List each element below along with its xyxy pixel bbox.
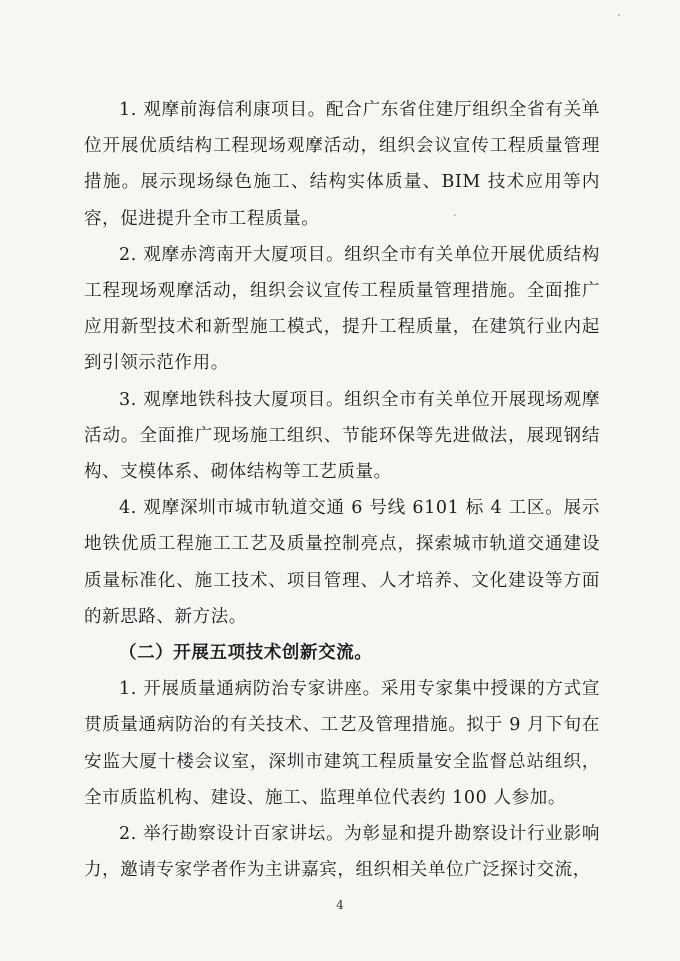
paragraph-item-3: 3. 观摩地铁科技大厦项目。组织全市有关单位开展现场观摩活动。全面推广现场施工组织、节能环保等先进做法，展现钢结构、支模体系、砌体结构等工艺质量。 bbox=[84, 389, 600, 483]
section-heading: （二）开展五项技术创新交流。 bbox=[119, 643, 373, 664]
document-body bbox=[84, 92, 600, 888]
paragraph-item-1: 1. 观摩前海信利康项目。配合广东省住建厅组织全省有关单位开展优质结构工程现场观摩活动，组织会议宣传工程质量管理措施。展示现场绿色施工、结构实体质量、BIM 技术应用等内容，促进提升全市工程质量。 bbox=[84, 100, 600, 229]
page-number: 4 bbox=[336, 898, 344, 912]
paragraph-item-4: 4. 观摩深圳市城市轨道交通 6 号线 6101 标 4 工区。展示地铁优质工程施工工艺及质量控制亮点，探索城市轨道交通建设质量标准化、施工技术、项目管理、人才培养、文化建设等方面的新思路、新方法。 bbox=[84, 498, 600, 627]
scan-speck bbox=[618, 14, 620, 16]
paragraph-item-2: 2. 观摩赤湾南开大厦项目。组织全市有关单位开展优质结构工程现场观摩活动，组织会议宣传工程质量管理措施。全面推广应用新型技术和新型施工模式，提升工程质量，在建筑行业内起到引领示范作用。 bbox=[84, 244, 600, 374]
paragraph-item-6: 2. 举行勘察设计百家讲坛。为彰显和提升勘察设计行业影响力，邀请专家学者作为主讲嘉宾，组织相关单位广泛探讨交流， bbox=[84, 824, 600, 881]
paragraph-item-5: 1. 开展质量通病防治专家讲座。采用专家集中授课的方式宣贯质量通病防治的有关技术、工艺及管理措施。拟于 9 月下旬在安监大厦十楼会议室，深圳市建筑工程质量安全监督总站组织，全市质监机构、建设、施工、监理单位代表约 100 人参加。 bbox=[84, 679, 600, 808]
